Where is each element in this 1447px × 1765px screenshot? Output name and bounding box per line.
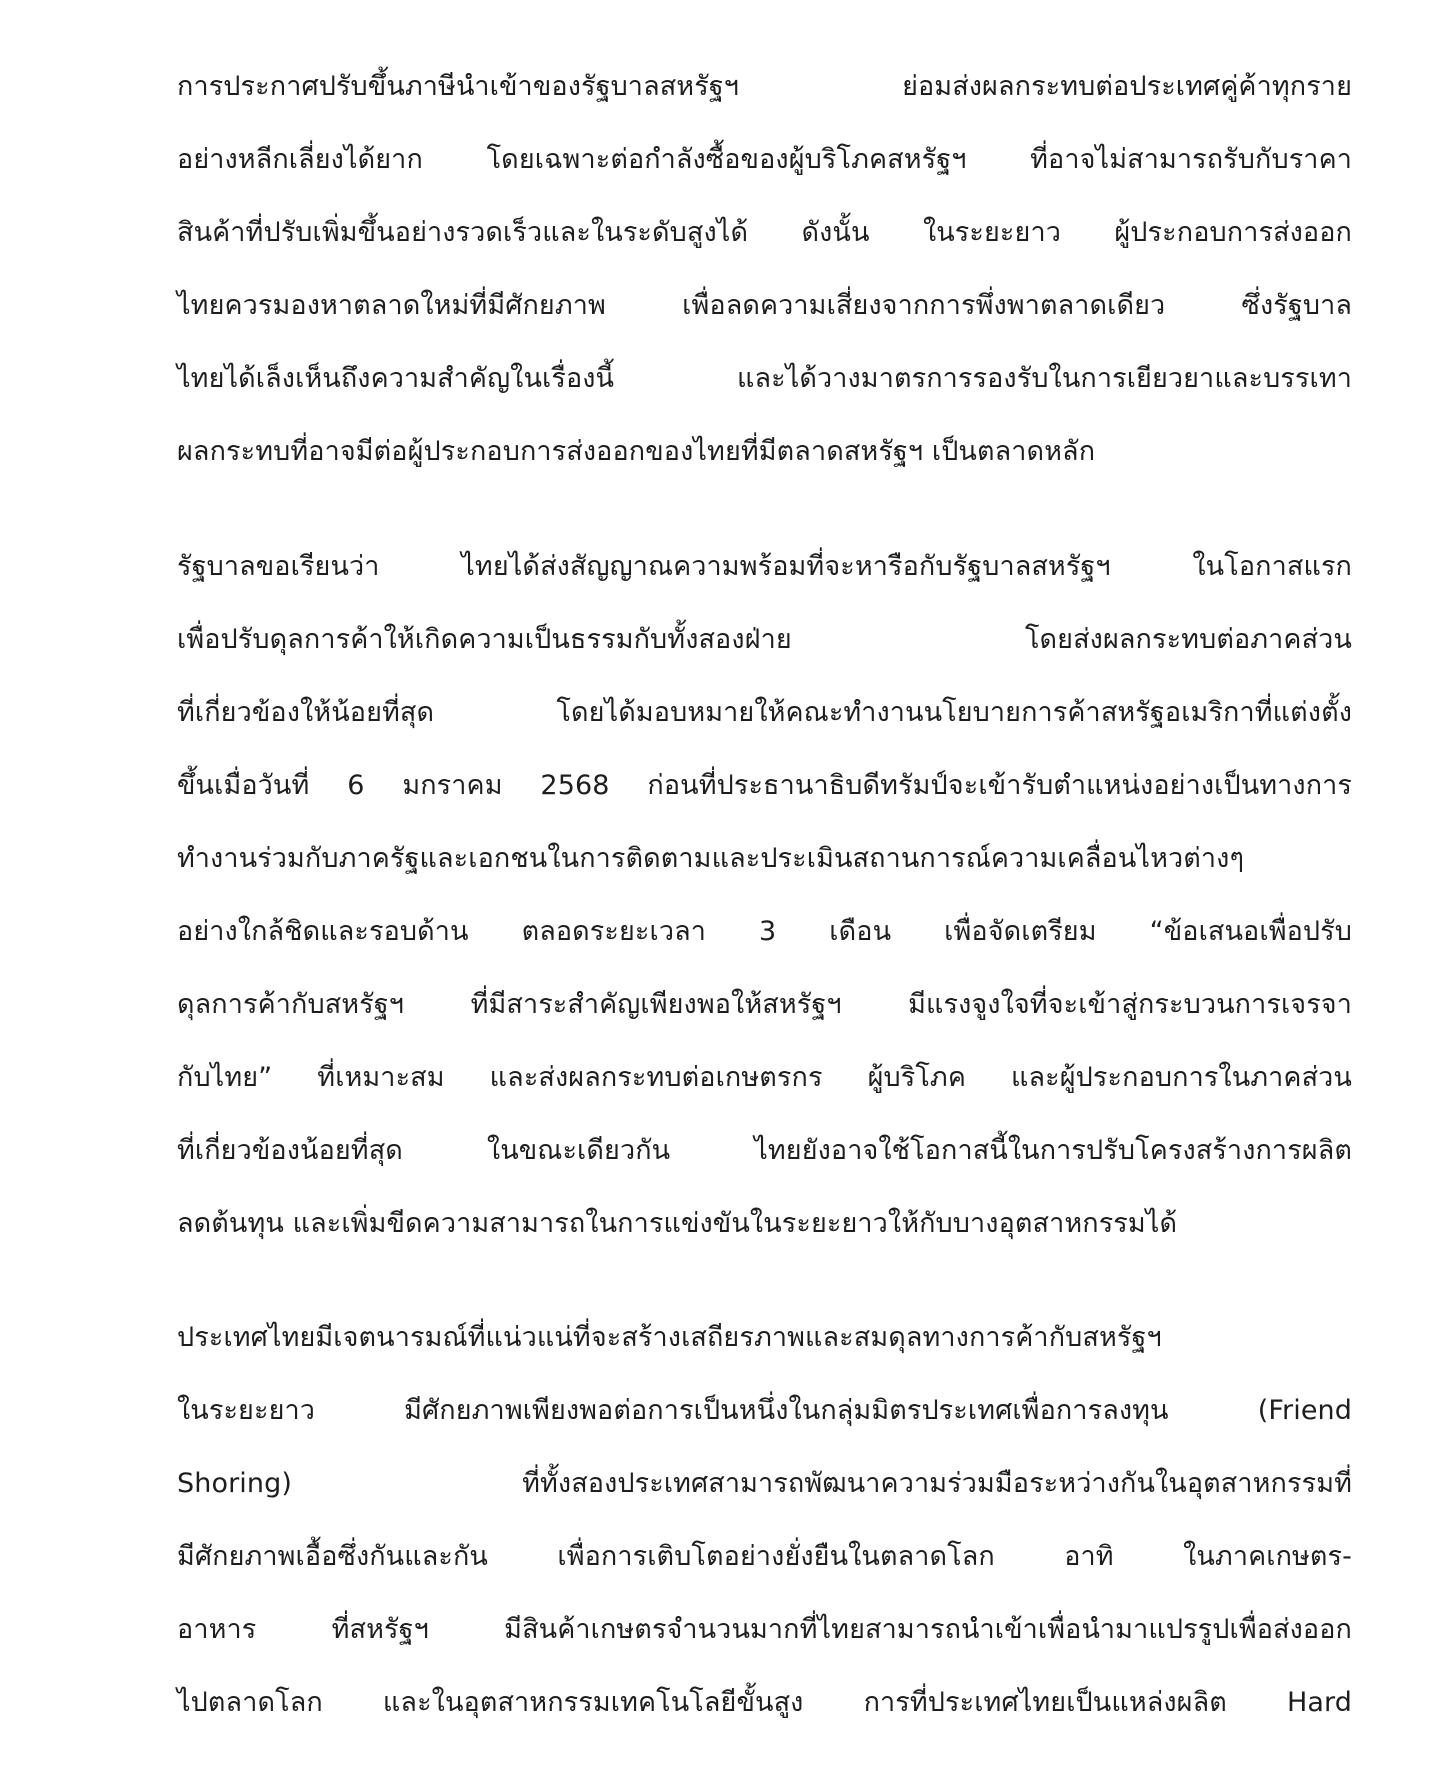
text-line: เพื่อปรับดุลการค้าให้เกิดความเป็นธรรมกับทั้งสองฝ่าย โดยส่งผลกระทบต่อภาคส่วน xyxy=(177,624,1352,655)
text-line: กับไทย” ที่เหมาะสม และส่งผลกระทบต่อเกษตรกร ผู้บริโภค และผู้ประกอบการในภาคส่วน xyxy=(177,1062,1352,1093)
text-line: มีศักยภาพเอื้อซึ่งกันและกัน เพื่อการเติบโตอย่างยั่งยืนในตลาดโลก อาทิ ในภาคเกษตร- xyxy=(177,1541,1352,1572)
text-line: ประเทศไทยมีเจตนารมณ์ที่แน่วแน่ที่จะสร้างเสถียรภาพและสมดุลทางการค้ากับสหรัฐฯ xyxy=(177,1322,1162,1353)
text-line: สินค้าที่ปรับเพิ่มขึ้นอย่างรวดเร็วและในระดับสูงได้ ดังนั้น ในระยะยาว ผู้ประกอบการส่งออก xyxy=(177,217,1352,248)
paragraph-1 xyxy=(177,50,1352,488)
text-line: อย่างใกล้ชิดและรอบด้าน ตลอดระยะเวลา 3 เดือน เพื่อจัดเตรียม “ข้อเสนอเพื่อปรับ xyxy=(177,916,1352,947)
text-line: ผลกระทบที่อาจมีต่อผู้ประกอบการส่งออกของไทยที่มีตลาดสหรัฐฯ เป็นตลาดหลัก xyxy=(177,436,1096,467)
text-line: ไปตลาดโลก และในอุตสาหกรรมเทคโนโลยีขั้นสูง การที่ประเทศไทยเป็นแหล่งผลิต Hard xyxy=(177,1687,1352,1718)
text-line: ที่เกี่ยวข้องให้น้อยที่สุด โดยได้มอบหมายให้คณะทำงานนโยบายการค้าสหรัฐอเมริกาที่แต่งตั้ง xyxy=(177,697,1352,728)
text-line: ขึ้นเมื่อวันที่ 6 มกราคม 2568 ก่อนที่ประธานาธิบดีทรัมป์จะเข้ารับตำแหน่งอย่างเป็นทางการ xyxy=(177,770,1352,801)
text-line: ในระยะยาว มีศักยภาพเพียงพอต่อการเป็นหนึ่งในกลุ่มมิตรประเทศเพื่อการลงทุน (Friend xyxy=(177,1395,1352,1426)
text-line: ทำงานร่วมกับภาครัฐและเอกชนในการติดตามและประเมินสถานการณ์ความเคลื่อนไหวต่างๆ xyxy=(177,843,1245,874)
text-line: Shoring) ที่ทั้งสองประเทศสามารถพัฒนาความร่วมมือระหว่างกันในอุตสาหกรรมที่ xyxy=(177,1468,1352,1499)
text-line: อาหาร ที่สหรัฐฯ มีสินค้าเกษตรจำนวนมากที่ไทยสามารถนำเข้าเพื่อนำมาแปรรูปเพื่อส่งออก xyxy=(177,1614,1352,1645)
text-line: การประกาศปรับขึ้นภาษีนำเข้าของรัฐบาลสหรัฐฯ ย่อมส่งผลกระทบต่อประเทศคู่ค้าทุกราย xyxy=(177,71,1352,102)
text-line: รัฐบาลขอเรียนว่า ไทยได้ส่งสัญญาณความพร้อมที่จะหารือกับรัฐบาลสหรัฐฯ ในโอกาสแรก xyxy=(177,551,1352,582)
text-line: ไทยได้เล็งเห็นถึงความสำคัญในเรื่องนี้ และได้วางมาตรการรองรับในการเยียวยาและบรรเทา xyxy=(177,363,1352,394)
text-line: ที่เกี่ยวข้องน้อยที่สุด ในขณะเดียวกัน ไทยยังอาจใช้โอกาสนี้ในการปรับโครงสร้างการผลิต xyxy=(177,1135,1352,1166)
text-line: ไทยควรมองหาตลาดใหม่ที่มีศักยภาพ เพื่อลดความเสี่ยงจากการพึ่งพาตลาดเดียว ซึ่งรัฐบาล xyxy=(177,290,1352,321)
text-line: อย่างหลีกเลี่ยงได้ยาก โดยเฉพาะต่อกำลังซื้อของผู้บริโภคสหรัฐฯ ที่อาจไม่สามารถรับกับราคา xyxy=(177,144,1352,175)
paragraph-3 xyxy=(177,1301,1352,1739)
text-line: ลดต้นทุน และเพิ่มขีดความสามารถในการแข่งขันในระยะยาวให้กับบางอุตสาหกรรมได้ xyxy=(177,1208,1178,1239)
paragraph-2 xyxy=(177,530,1352,1260)
text-line: ดุลการค้ากับสหรัฐฯ ที่มีสาระสำคัญเพียงพอให้สหรัฐฯ มีแรงจูงใจที่จะเข้าสู่กระบวนการเจรจา xyxy=(177,989,1352,1020)
